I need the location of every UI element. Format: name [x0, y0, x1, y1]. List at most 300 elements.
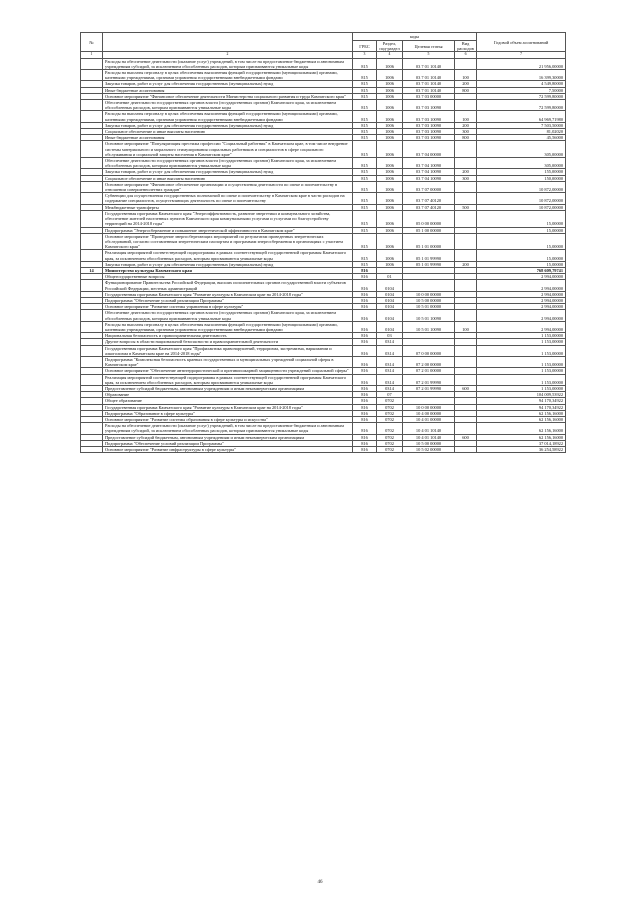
cell-expense-type: [455, 158, 477, 169]
cell-target-article: 03 7 03 10090: [403, 122, 455, 128]
cell-grbs: 816: [353, 356, 377, 367]
cell-grbs: 816: [353, 333, 377, 339]
cell-grbs: 815: [353, 87, 377, 93]
cell-description: Национальная безопасность и правоохранительная деятельность: [103, 333, 353, 339]
cell-target-article: 03 7 03 10090: [403, 135, 455, 141]
cell-grbs: 816: [353, 297, 377, 303]
cell-description: Предоставление субсидий бюджетным, автономным учреждениям и иным некоммерческим организациям: [103, 385, 353, 391]
cell-target-article: 10 5 00 00000: [403, 297, 455, 303]
page-number: 46: [317, 880, 323, 885]
cell-grbs: 816: [353, 339, 377, 345]
cell-target-article: 10 5 01 00000: [403, 304, 455, 310]
cell-description: Государственная программа Камчатского края "Энергоэффективность, развитие энергетики и коммунального хозяйства, обеспечение жителей населенных пунктов Камчатского края коммунальными услугами и услугами по благоустройству территорий на 2014-2018 годы": [103, 210, 353, 227]
cell-grbs: 816: [353, 345, 377, 356]
cell-amount: 36 254,58922: [477, 447, 566, 453]
cell-grbs: 815: [353, 158, 377, 169]
cell-grbs: 816: [353, 410, 377, 416]
cell-amount: 155,00000: [477, 169, 566, 175]
cell-razdel: 1006: [377, 175, 403, 181]
cell-number: [81, 233, 103, 250]
cell-grbs: 815: [353, 169, 377, 175]
cell-number: [81, 447, 103, 453]
cell-expense-type: 200: [455, 169, 477, 175]
cell-expense-type: [455, 345, 477, 356]
cell-amount: 15,00000: [477, 233, 566, 250]
cell-grbs: 816: [353, 417, 377, 423]
cell-number: [81, 181, 103, 192]
cell-razdel: 0702: [377, 417, 403, 423]
cell-grbs: 815: [353, 58, 377, 69]
header-row-top: [81, 33, 566, 41]
cell-description: Субвенции для осуществления государственных полномочий по опеке и попечительству в Камчатском крае в части расходов на содержание специалистов, осуществляющих деятельность по опеке и попечительству: [103, 193, 353, 204]
cell-description: Общегосударственные вопросы: [103, 274, 353, 280]
cell-amount: 81,02020: [477, 129, 566, 135]
cell-amount: 94 170,34922: [477, 404, 566, 410]
cell-grbs: 816: [353, 374, 377, 385]
cell-description: Обеспечение деятельности государственных органов власти (государственных органов) Камчатского края, за исключением обособленных расходов, которым присваиваются уникальные коды: [103, 310, 353, 321]
cell-razdel: 1006: [377, 250, 403, 261]
cell-description: Другие вопросы в области национальной безопасности и правоохранительной деятельности: [103, 339, 353, 345]
cell-description: Социальное обеспечение и иные выплаты населению: [103, 129, 353, 135]
cell-target-article: 10 4 00 00000: [403, 410, 455, 416]
cell-razdel: 0314: [377, 345, 403, 356]
cell-amount: 37 014,18922: [477, 440, 566, 446]
cell-description: Подпрограмма "Обеспечение условий реализации Программы": [103, 297, 353, 303]
cell-amount: 104 009,53922: [477, 392, 566, 398]
cell-target-article: 03 7 03 10090: [403, 100, 455, 111]
cell-razdel: 1006: [377, 122, 403, 128]
table-row: [81, 250, 566, 261]
column-index: 1: [81, 52, 103, 58]
cell-expense-type: [455, 141, 477, 158]
cell-razdel: 1006: [377, 141, 403, 158]
cell-description: Государственная программа Камчатского края "Развитие культуры в Камчатском крае на 2014-2018 годы": [103, 404, 353, 410]
cell-number: [81, 100, 103, 111]
cell-expense-type: 100: [455, 70, 477, 81]
cell-number: [81, 374, 103, 385]
cell-razdel: 03: [377, 333, 403, 339]
cell-razdel: 1006: [377, 111, 403, 122]
cell-grbs: 816: [353, 321, 377, 332]
cell-description: Основное мероприятие "Развитие системы образования в сфере культуры и искусства": [103, 417, 353, 423]
cell-amount: 16 399,30000: [477, 70, 566, 81]
table-row: [81, 374, 566, 385]
cell-description: Обеспечение деятельности государственных органов власти (государственных органов) Камчатского края, за исключением обособленных расходов, которым присваиваются уникальные коды: [103, 100, 353, 111]
cell-description: Основное мероприятие "Обеспечение антитеррористической и противопожарной защищенности учреждений социальной сферы": [103, 368, 353, 374]
cell-description: Расходы на обеспечение деятельности (оказание услуг) учреждений, в том числе на предоставление бюджетным и автономным учреждениям субсидий, за исключением обособленных расходов, которым присваиваются уникальные коды: [103, 58, 353, 69]
table-row: [81, 423, 566, 434]
cell-target-article: 05 1 01 00000: [403, 233, 455, 250]
cell-description: Закупка товаров, работ и услуг для обеспечения государственных (муниципальных) нужд: [103, 261, 353, 267]
cell-amount: 2 994,00000: [477, 304, 566, 310]
cell-target-article: 03 7 07 40120: [403, 204, 455, 210]
cell-amount: 7 503,50000: [477, 122, 566, 128]
cell-grbs: 816: [353, 304, 377, 310]
cell-number: [81, 310, 103, 321]
cell-amount: 305,00000: [477, 158, 566, 169]
cell-grbs: 815: [353, 250, 377, 261]
cell-expense-type: [455, 374, 477, 385]
header-razdel: Раздел, под-раздел: [377, 41, 403, 52]
cell-razdel: 0104: [377, 304, 403, 310]
cell-description: Расходы на выплаты персоналу в целях обеспечения выполнения функций государственными (муниципальными) органами, казенными учреждениями, органами управления государственными внебюджетными фондами: [103, 111, 353, 122]
cell-description: Министерство культуры Камчатского края: [103, 267, 353, 273]
cell-expense-type: 300: [455, 175, 477, 181]
cell-grbs: 815: [353, 181, 377, 192]
cell-amount: 64 969,71980: [477, 111, 566, 122]
cell-amount: 15,00000: [477, 261, 566, 267]
cell-grbs: 815: [353, 175, 377, 181]
cell-amount: 7,50000: [477, 87, 566, 93]
header-amount: Годовой объем ассигнований: [477, 33, 566, 52]
cell-razdel: 1006: [377, 100, 403, 111]
table-row: [81, 345, 566, 356]
cell-razdel: 1006: [377, 169, 403, 175]
cell-razdel: 0314: [377, 356, 403, 367]
table-row: [81, 158, 566, 169]
cell-target-article: 10 4 01 10140: [403, 423, 455, 434]
cell-amount: 62 156,16000: [477, 417, 566, 423]
cell-description: Функционирование Правительства Российской Федерации, высших исполнительных органов государственной власти субъектов Российской Федерации, местных администраций: [103, 280, 353, 291]
cell-target-article: 07 2 00 00000: [403, 356, 455, 367]
cell-amount: 15,00000: [477, 250, 566, 261]
cell-target-article: 07 2 01 99990: [403, 385, 455, 391]
table-row: [81, 310, 566, 321]
cell-razdel: 0314: [377, 385, 403, 391]
cell-expense-type: [455, 210, 477, 227]
cell-expense-type: [455, 356, 477, 367]
cell-target-article: 07 2 01 99990: [403, 374, 455, 385]
table-row: [81, 181, 566, 192]
cell-number: 14: [81, 267, 103, 273]
cell-target-article: 05 1 01 99990: [403, 250, 455, 261]
cell-grbs: 815: [353, 135, 377, 141]
cell-amount: 305,00000: [477, 141, 566, 158]
table-row: [81, 210, 566, 227]
cell-grbs: 816: [353, 368, 377, 374]
cell-number: [81, 356, 103, 367]
cell-target-article: 03 7 03 10090: [403, 129, 455, 135]
cell-expense-type: [455, 58, 477, 69]
cell-target-article: 03 7 03 10090: [403, 111, 455, 122]
cell-expense-type: [455, 250, 477, 261]
cell-razdel: 0702: [377, 447, 403, 453]
cell-description: Иные бюджетные ассигнования: [103, 135, 353, 141]
cell-description: Социальное обеспечение и иные выплаты населению: [103, 175, 353, 181]
cell-razdel: 1006: [377, 135, 403, 141]
cell-amount: 2 994,00000: [477, 280, 566, 291]
cell-razdel: 0702: [377, 440, 403, 446]
column-index: 5: [403, 52, 455, 58]
cell-description: Основное мероприятие "Финансовое обеспечение организации и осуществления деятельности по опеке и попечительству в отношении совершеннолетних граждан": [103, 181, 353, 192]
cell-amount: 45,56000: [477, 135, 566, 141]
table-row: [81, 280, 566, 291]
cell-razdel: 0104: [377, 321, 403, 332]
cell-amount: 62 156,16000: [477, 410, 566, 416]
cell-razdel: 1006: [377, 129, 403, 135]
cell-target-article: 05 0 00 00000: [403, 210, 455, 227]
cell-razdel: 1006: [377, 210, 403, 227]
cell-expense-type: 600: [455, 385, 477, 391]
cell-number: [81, 193, 103, 204]
cell-grbs: 816: [353, 434, 377, 440]
cell-description: Реализация мероприятий соответствующей подпрограммы в рамках соответствующей государственной программы Камчатского края, за исключением обособленных расходов, которым присваиваются уникальные коды: [103, 250, 353, 261]
cell-razdel: 0702: [377, 434, 403, 440]
cell-razdel: 1006: [377, 70, 403, 81]
cell-amount: 10 872,00000: [477, 181, 566, 192]
budget-table-sheet: [80, 32, 565, 453]
cell-expense-type: 800: [455, 87, 477, 93]
table-row: [81, 58, 566, 69]
cell-razdel: 0104: [377, 280, 403, 291]
cell-grbs: 816: [353, 392, 377, 398]
cell-expense-type: 200: [455, 81, 477, 87]
cell-description: Расходы на выплаты персоналу в целях обеспечения выполнения функций государственными (муниципальными) органами, казенными учреждениями, органами управления государственными внебюджетными фондами: [103, 321, 353, 332]
cell-description: Основное мероприятие "Популяризация престижа профессии "Социальный работник" в Камчатском крае, в том числе внедрение системы материального и морального стимулирования социальных работников и специалистов в сфере социального обслуживания и социальной защиты населения в Камчатском крае": [103, 141, 353, 158]
cell-amount: 2 994,00000: [477, 321, 566, 332]
cell-target-article: 03 7 01 10140: [403, 87, 455, 93]
cell-razdel: 0702: [377, 398, 403, 404]
cell-grbs: 815: [353, 100, 377, 111]
cell-description: Закупка товаров, работ и услуг для обеспечения государственных (муниципальных) нужд: [103, 169, 353, 175]
cell-grbs: 815: [353, 204, 377, 210]
cell-grbs: 815: [353, 81, 377, 87]
cell-expense-type: [455, 280, 477, 291]
cell-description: Обеспечение деятельности государственных органов власти (государственных органов) Камчатского края, за исключением обособленных расходов, которым присваиваются уникальные коды: [103, 158, 353, 169]
cell-target-article: [403, 280, 455, 291]
cell-description: Расходы на обеспечение деятельности (оказание услуг) учреждений, в том числе на предоставление бюджетным и автономным учреждениям субсидий, за исключением обособленных расходов, которым присваиваются уникальные коды: [103, 423, 353, 434]
table-row: [81, 356, 566, 367]
cell-razdel: 0314: [377, 374, 403, 385]
cell-expense-type: [455, 447, 477, 453]
cell-grbs: 815: [353, 210, 377, 227]
cell-razdel: 1006: [377, 227, 403, 233]
cell-expense-type: [455, 423, 477, 434]
cell-target-article: 10 5 00 00000: [403, 440, 455, 446]
cell-target-article: 07 2 01 00000: [403, 368, 455, 374]
cell-target-article: 10 4 01 10140: [403, 434, 455, 440]
cell-amount: 1 153,00000: [477, 339, 566, 345]
cell-amount: 62 156,16000: [477, 423, 566, 434]
cell-description: Предоставление субсидий бюджетным, автономным учреждениям и иным некоммерческим организациям: [103, 434, 353, 440]
cell-grbs: 816: [353, 267, 377, 273]
column-index: 2: [103, 52, 353, 58]
cell-target-article: 03 7 04 00000: [403, 141, 455, 158]
cell-grbs: 816: [353, 274, 377, 280]
cell-number: [81, 58, 103, 69]
cell-razdel: 1006: [377, 261, 403, 267]
cell-target-article: 03 7 04 10090: [403, 158, 455, 169]
cell-grbs: 815: [353, 193, 377, 204]
cell-target-article: 05 1 00 00000: [403, 227, 455, 233]
cell-number: [81, 423, 103, 434]
cell-description: Подпрограмма "Энергосбережение и повышение энергетической эффективности в Камчатском крае": [103, 227, 353, 233]
cell-razdel: 1006: [377, 158, 403, 169]
cell-amount: 10 872,00000: [477, 193, 566, 204]
cell-target-article: 03 7 07 00000: [403, 181, 455, 192]
cell-grbs: 816: [353, 310, 377, 321]
cell-expense-type: [455, 181, 477, 192]
cell-amount: 1 153,00000: [477, 356, 566, 367]
cell-description: Межбюджетные трансферты: [103, 204, 353, 210]
cell-grbs: 815: [353, 141, 377, 158]
cell-number: [81, 111, 103, 122]
cell-number: [81, 158, 103, 169]
cell-amount: 15,00000: [477, 210, 566, 227]
cell-grbs: 816: [353, 280, 377, 291]
cell-target-article: 10 5 02 00000: [403, 447, 455, 453]
cell-number: [81, 210, 103, 227]
cell-amount: 2 994,00000: [477, 291, 566, 297]
table-row: [81, 100, 566, 111]
cell-number: [81, 321, 103, 332]
cell-amount: 1 153,00000: [477, 385, 566, 391]
cell-expense-type: [455, 100, 477, 111]
cell-grbs: 816: [353, 440, 377, 446]
cell-description: Закупка товаров, работ и услуг для обеспечения государственных (муниципальных) нужд: [103, 81, 353, 87]
cell-amount: 21 956,00000: [477, 58, 566, 69]
cell-amount: 62 156,16000: [477, 434, 566, 440]
cell-target-article: 05 1 01 99990: [403, 261, 455, 267]
cell-description: Общее образование: [103, 398, 353, 404]
cell-description: Основное мероприятие "Финансовое обеспечение деятельности Министерства социального развития и труда Камчатского края": [103, 93, 353, 99]
cell-description: Подпрограмма "Обеспечение условий реализации Программы": [103, 440, 353, 446]
cell-grbs: 815: [353, 93, 377, 99]
cell-description: Образование: [103, 392, 353, 398]
cell-grbs: 815: [353, 70, 377, 81]
budget-table-body: [81, 58, 566, 453]
cell-razdel: 0314: [377, 368, 403, 374]
cell-razdel: 0104: [377, 310, 403, 321]
cell-grbs: 816: [353, 404, 377, 410]
cell-razdel: 1006: [377, 58, 403, 69]
cell-grbs: 816: [353, 447, 377, 453]
cell-amount: 4 549,80000: [477, 81, 566, 87]
cell-description: Основное мероприятие "Проведение энергосберегающих мероприятий по результатам проведенных энергетических обследований, согласно составленным энергетическим паспортам и программам энергосбережения в организациях с участием Камчатского края": [103, 233, 353, 250]
cell-grbs: 816: [353, 291, 377, 297]
header-target-article: Целевая статья: [403, 41, 455, 52]
cell-razdel: 0104: [377, 297, 403, 303]
cell-razdel: 0702: [377, 404, 403, 410]
header-codes: коды: [353, 33, 477, 41]
column-index: 6: [455, 52, 477, 58]
cell-grbs: 816: [353, 385, 377, 391]
cell-razdel: 0314: [377, 339, 403, 345]
cell-target-article: 03 7 03 00000: [403, 93, 455, 99]
cell-target-article: 10 0 00 00000: [403, 291, 455, 297]
cell-description: Подпрограмма "Образование в сфере культуры": [103, 410, 353, 416]
cell-target-article: 10 5 01 10090: [403, 321, 455, 332]
cell-description: Государственная программа Камчатского края "Профилактика правонарушений, терроризма, экстремизма, наркомании и алкоголизма в Камчатском крае на 2014-2018 годы": [103, 345, 353, 356]
table-row: [81, 111, 566, 122]
cell-razdel: 0702: [377, 423, 403, 434]
cell-razdel: 1006: [377, 81, 403, 87]
table-row: [81, 141, 566, 158]
cell-amount: 1 153,00000: [477, 345, 566, 356]
header-name: [103, 33, 353, 52]
cell-description: Подпрограмма "Комплексная безопасность краевых государственных и муниципальных учреждений социальной сферы в Камчатском крае": [103, 356, 353, 367]
cell-description: Расходы на выплаты персоналу в целях обеспечения выполнения функций государственными (муниципальными) органами, казенными учреждениями, органами управления государственными внебюджетными фондами: [103, 70, 353, 81]
cell-razdel: 0104: [377, 291, 403, 297]
cell-expense-type: 300: [455, 129, 477, 135]
cell-amount: 15,00000: [477, 227, 566, 233]
cell-razdel: 1006: [377, 87, 403, 93]
cell-description: Основное мероприятие "Развитие инфраструктуры в сфере культуры": [103, 447, 353, 453]
header-expense-type: Вид расходов: [455, 41, 477, 52]
cell-amount: 10 872,00000: [477, 204, 566, 210]
cell-expense-type: [455, 310, 477, 321]
header-no: №: [81, 33, 103, 52]
cell-expense-type: 100: [455, 321, 477, 332]
cell-description: Основное мероприятие "Развитие системы управления в сфере культуры": [103, 304, 353, 310]
cell-target-article: 03 7 04 10090: [403, 169, 455, 175]
cell-target-article: 03 7 04 10090: [403, 175, 455, 181]
cell-amount: 768 609,79741: [477, 267, 566, 273]
header-grbs: ГРБС: [353, 41, 377, 52]
cell-target-article: 03 7 07 40120: [403, 193, 455, 204]
table-row: [81, 233, 566, 250]
cell-expense-type: 500: [455, 204, 477, 210]
cell-grbs: 816: [353, 398, 377, 404]
cell-amount: 2 994,00000: [477, 297, 566, 303]
cell-expense-type: 100: [455, 111, 477, 122]
cell-target-article: 10 0 00 00000: [403, 404, 455, 410]
table-row: [81, 447, 566, 453]
cell-razdel: 0702: [377, 410, 403, 416]
cell-expense-type: 200: [455, 261, 477, 267]
cell-razdel: 07: [377, 392, 403, 398]
column-index: 7: [477, 52, 566, 58]
cell-expense-type: 200: [455, 122, 477, 128]
cell-amount: 2 994,00000: [477, 274, 566, 280]
table-row: [81, 321, 566, 332]
cell-description: Иные бюджетные ассигнования: [103, 87, 353, 93]
cell-number: [81, 70, 103, 81]
column-index: 4: [377, 52, 403, 58]
cell-razdel: 1006: [377, 181, 403, 192]
budget-table: [80, 32, 566, 453]
cell-expense-type: 600: [455, 434, 477, 440]
cell-target-article: 03 7 01 10140: [403, 81, 455, 87]
cell-razdel: 1006: [377, 233, 403, 250]
cell-description: Реализация мероприятий соответствующей подпрограммы в рамках соответствующей государственной программы Камчатского края, за исключением обособленных расходов, которым присваиваются уникальные коды: [103, 374, 353, 385]
cell-razdel: 1006: [377, 93, 403, 99]
cell-number: [81, 141, 103, 158]
cell-amount: 1 153,00000: [477, 374, 566, 385]
cell-grbs: 815: [353, 129, 377, 135]
column-index: 3: [353, 52, 377, 58]
cell-grbs: 815: [353, 233, 377, 250]
cell-description: Государственная программа Камчатского края "Развитие культуры в Камчатском крае на 2014-2018 годы": [103, 291, 353, 297]
cell-amount: 94 170,34922: [477, 398, 566, 404]
cell-target-article: 07 0 00 00000: [403, 345, 455, 356]
cell-amount: 1 153,00000: [477, 333, 566, 339]
cell-expense-type: [455, 233, 477, 250]
cell-grbs: 815: [353, 227, 377, 233]
cell-razdel: 1006: [377, 193, 403, 204]
cell-target-article: 03 7 01 10140: [403, 58, 455, 69]
cell-grbs: 816: [353, 423, 377, 434]
cell-number: [81, 250, 103, 261]
cell-amount: 150,00000: [477, 175, 566, 181]
cell-description: Закупка товаров, работ и услуг для обеспечения государственных (муниципальных) нужд: [103, 122, 353, 128]
cell-razdel: 1006: [377, 204, 403, 210]
cell-amount: 1 153,00000: [477, 368, 566, 374]
cell-grbs: 815: [353, 122, 377, 128]
table-row: [81, 193, 566, 204]
cell-target-article: 10 5 01 10090: [403, 310, 455, 321]
cell-target-article: 10 4 01 00000: [403, 417, 455, 423]
